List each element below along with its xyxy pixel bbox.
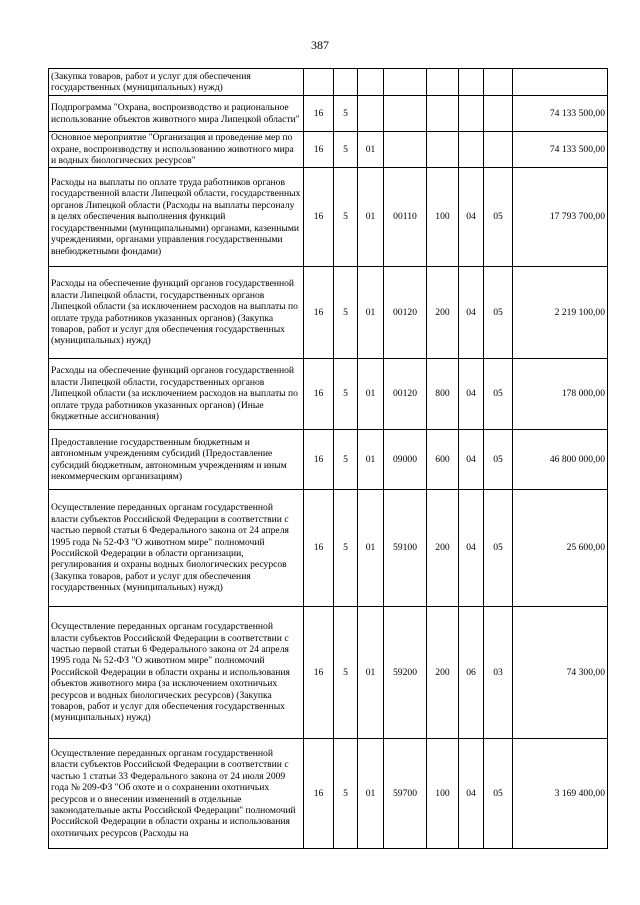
cell-code-2: 5 <box>334 96 358 132</box>
cell-code-5: 100 <box>427 739 459 849</box>
cell-code-7: 05 <box>484 490 513 607</box>
cell-code-3: 01 <box>358 430 384 490</box>
cell-code-7: 05 <box>484 430 513 490</box>
row-amount: 3 169 400,00 <box>513 739 608 849</box>
cell-code-1: 16 <box>304 739 334 849</box>
cell-code-1: 16 <box>304 607 334 739</box>
table-row <box>49 267 608 359</box>
cell-code-7 <box>484 69 513 96</box>
cell-code-6: 04 <box>459 430 484 490</box>
cell-code-6: 04 <box>459 267 484 359</box>
cell-code-3: 01 <box>358 359 384 430</box>
cell-code-2: 5 <box>334 739 358 849</box>
cell-code-4 <box>384 69 427 96</box>
cell-code-4: 00110 <box>384 168 427 267</box>
table-row <box>49 359 608 430</box>
cell-code-1: 16 <box>304 168 334 267</box>
cell-code-2 <box>334 69 358 96</box>
cell-code-1: 16 <box>304 359 334 430</box>
cell-code-3: 01 <box>358 739 384 849</box>
cell-code-6: 04 <box>459 168 484 267</box>
table-row <box>49 739 608 849</box>
cell-code-6 <box>459 132 484 168</box>
cell-code-6 <box>459 96 484 132</box>
cell-code-3 <box>358 69 384 96</box>
cell-code-7: 05 <box>484 267 513 359</box>
row-description: Расходы на обеспечение функций органов государственной власти Липецкой области, государственных органов Липецкой области (за исключением расходов на выплаты по оплате труда работников указанных органов) (Иные бюджетные ассигнования) <box>49 359 304 430</box>
cell-code-5: 600 <box>427 430 459 490</box>
cell-code-3: 01 <box>358 267 384 359</box>
cell-code-4 <box>384 132 427 168</box>
cell-code-4: 59700 <box>384 739 427 849</box>
cell-code-6: 06 <box>459 607 484 739</box>
cell-code-5: 800 <box>427 359 459 430</box>
page-number: 387 <box>311 38 329 52</box>
row-description: Предоставление государственным бюджетным и автономным учреждениям субсидий (Предоставление субсидий бюджетным, автономным учреждениям и иным некоммерческим организациям) <box>49 430 304 490</box>
table-row <box>49 430 608 490</box>
cell-code-5: 200 <box>427 267 459 359</box>
cell-code-4: 09000 <box>384 430 427 490</box>
cell-code-3: 01 <box>358 168 384 267</box>
cell-code-7: 05 <box>484 168 513 267</box>
cell-code-1: 16 <box>304 430 334 490</box>
cell-code-5: 200 <box>427 607 459 739</box>
cell-code-6: 04 <box>459 359 484 430</box>
cell-code-6 <box>459 69 484 96</box>
row-description: Осуществление переданных органам государственной власти субъектов Российской Федерации в соответствии с частью первой статьи 6 Федерального закона от 24 апреля 1995 года № 52-ФЗ "О животном мире" полномочий Российской Федерации в области организации, регулирования и охраны водных биологических ресурсов (Закупка товаров, работ и услуг для обеспечения государственных (муниципальных) нужд) <box>49 490 304 607</box>
row-amount: 74 133 500,00 <box>513 96 608 132</box>
cell-code-7 <box>484 132 513 168</box>
cell-code-4: 59200 <box>384 607 427 739</box>
cell-code-2: 5 <box>334 359 358 430</box>
cell-code-2: 5 <box>334 267 358 359</box>
row-description: Осуществление переданных органам государственной власти субъектов Российской Федерации в соответствии с частью первой статьи 6 Федерального закона от 24 апреля 1995 года № 52-ФЗ "О животном мире" полномочий Российской Федерации в области охраны и использования объектов животного мира (за исключением охотничьих ресурсов и водных биологических ресурсов) (Закупка товаров, работ и услуг для обеспечения государственных (муниципальных) нужд) <box>49 607 304 739</box>
row-amount <box>513 69 608 96</box>
row-amount: 46 800 000,00 <box>513 430 608 490</box>
cell-code-5 <box>427 69 459 96</box>
cell-code-3: 01 <box>358 132 384 168</box>
cell-code-2: 5 <box>334 490 358 607</box>
cell-code-4: 00120 <box>384 359 427 430</box>
row-description: Расходы на обеспечение функций органов государственной власти Липецкой области, государственных органов Липецкой области (за исключением расходов на выплаты по оплате труда работников указанных органов) (Закупка товаров, работ и услуг для обеспечения государственных (муниципальных) нужд) <box>49 267 304 359</box>
table-row <box>49 168 608 267</box>
cell-code-5: 100 <box>427 168 459 267</box>
row-description: Осуществление переданных органам государственной власти субъектов Российской Федерации в соответствии с частью 1 статьи 33 Федерального закона от 24 июля 2009 года № 209-ФЗ "Об охоте и о сохранении охотничьих ресурсов и о внесении изменений в отдельные законодательные акты Российской Федерации" полномочий Российской Федерации в области охраны и использования охотничьих ресурсов (Расходы на <box>49 739 304 849</box>
cell-code-6: 04 <box>459 490 484 607</box>
row-description: Основное мероприятие "Организация и проведение мер по охране, воспроизводству и использованию животного мира и водных биологических ресурсов" <box>49 132 304 168</box>
cell-code-7: 03 <box>484 607 513 739</box>
cell-code-7: 05 <box>484 359 513 430</box>
cell-code-1 <box>304 69 334 96</box>
cell-code-4: 59100 <box>384 490 427 607</box>
cell-code-3 <box>358 96 384 132</box>
row-amount: 74 133 500,00 <box>513 132 608 168</box>
cell-code-1: 16 <box>304 96 334 132</box>
cell-code-7: 05 <box>484 739 513 849</box>
cell-code-3: 01 <box>358 490 384 607</box>
row-amount: 2 219 100,00 <box>513 267 608 359</box>
row-amount: 178 000,00 <box>513 359 608 430</box>
cell-code-1: 16 <box>304 132 334 168</box>
cell-code-2: 5 <box>334 430 358 490</box>
cell-code-5: 200 <box>427 490 459 607</box>
table-row <box>49 132 608 168</box>
row-amount: 17 793 700,00 <box>513 168 608 267</box>
row-amount: 74 300,00 <box>513 607 608 739</box>
cell-code-4: 00120 <box>384 267 427 359</box>
cell-code-4 <box>384 96 427 132</box>
cell-code-2: 5 <box>334 132 358 168</box>
table-row <box>49 69 608 96</box>
cell-code-6: 04 <box>459 739 484 849</box>
table-row <box>49 490 608 607</box>
cell-code-5 <box>427 96 459 132</box>
cell-code-2: 5 <box>334 607 358 739</box>
row-amount: 25 600,00 <box>513 490 608 607</box>
cell-code-3: 01 <box>358 607 384 739</box>
cell-code-2: 5 <box>334 168 358 267</box>
row-description: Подпрограмма "Охрана, воспроизводство и рациональное использование объектов животного мира Липецкой области" <box>49 96 304 132</box>
row-description: (Закупка товаров, работ и услуг для обеспечения государственных (муниципальных) нужд) <box>49 69 304 96</box>
cell-code-7 <box>484 96 513 132</box>
budget-table <box>48 68 608 849</box>
table-row <box>49 96 608 132</box>
cell-code-1: 16 <box>304 267 334 359</box>
cell-code-1: 16 <box>304 490 334 607</box>
table-row <box>49 607 608 739</box>
row-description: Расходы на выплаты по оплате труда работников органов государственной власти Липецкой области, государственных органов Липецкой области (Расходы на выплаты персоналу в целях обеспечения выполнения функций государственными (муниципальными) органами, казенными учреждениями, органами управления государственными внебюджетными фондами) <box>49 168 304 267</box>
cell-code-5 <box>427 132 459 168</box>
